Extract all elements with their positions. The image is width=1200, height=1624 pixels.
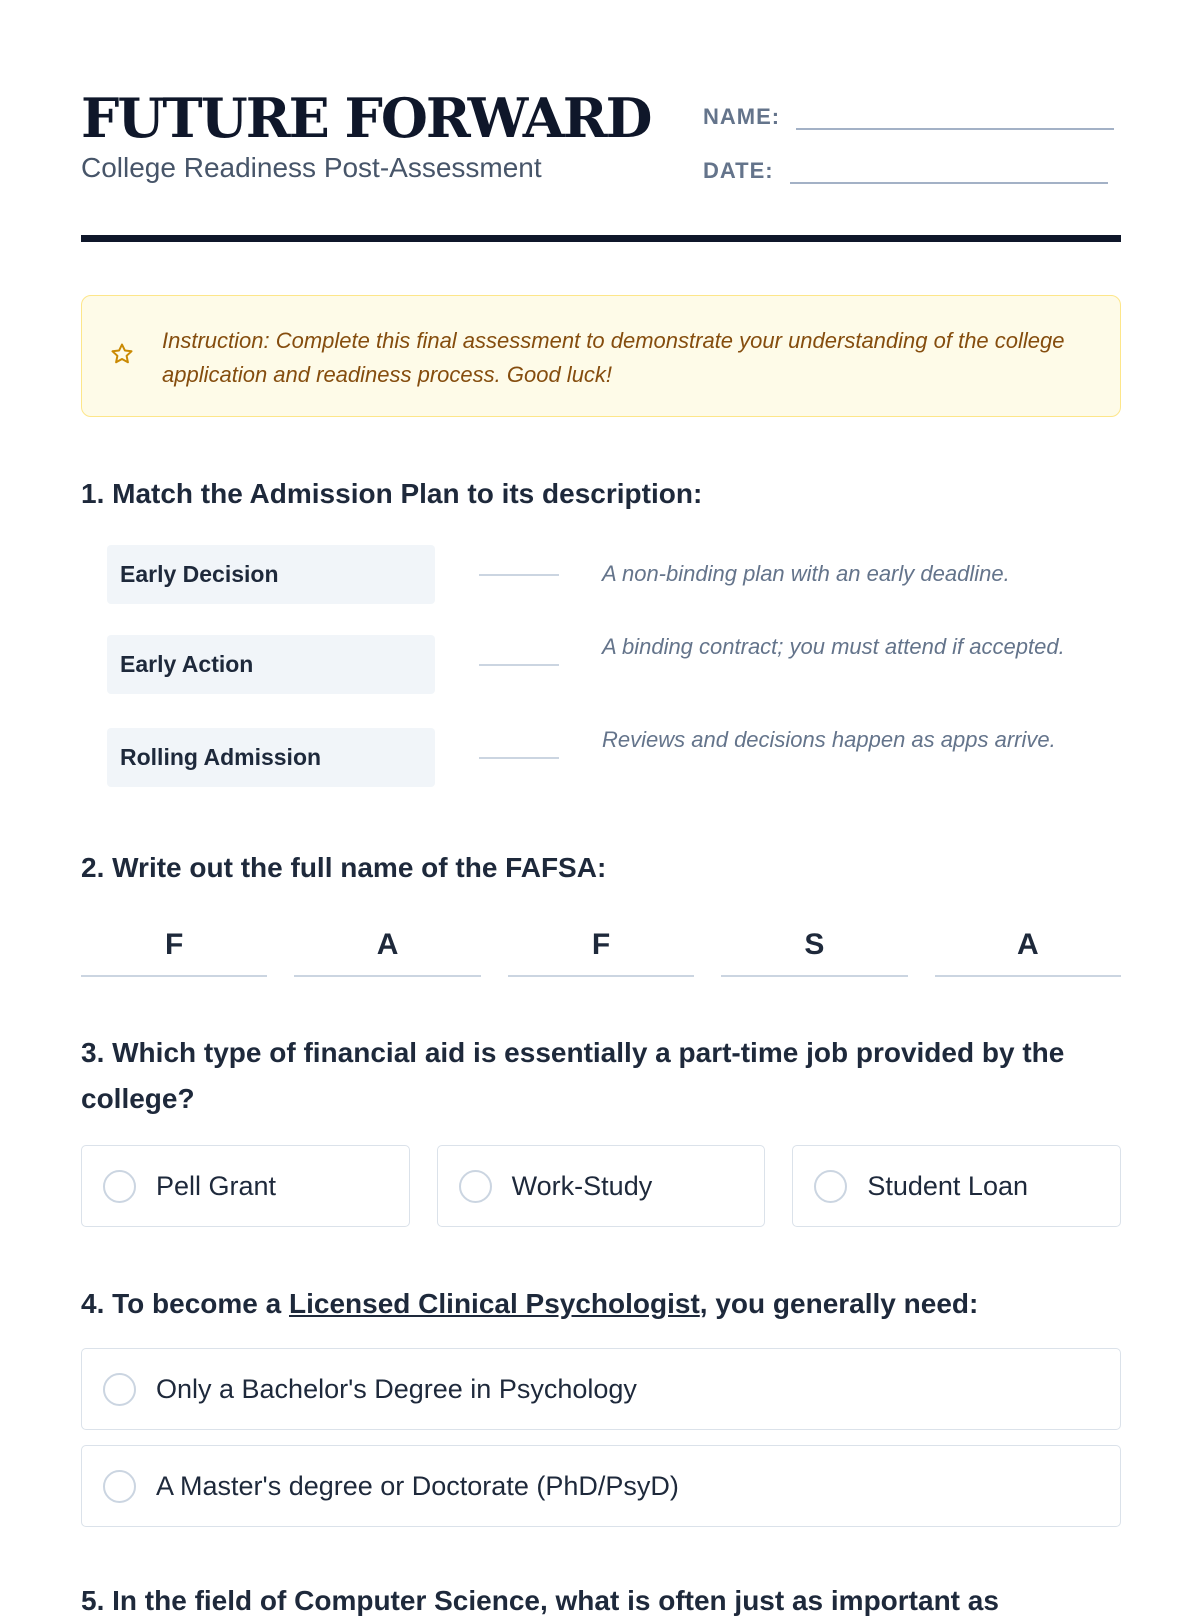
radio-button[interactable] — [103, 1170, 136, 1203]
match-term: Early Decision — [107, 545, 435, 604]
name-line[interactable] — [796, 128, 1114, 130]
instruction-text: Instruction: Complete this final assessment to demonstrate your understanding of the college application and readiness process. Good luck! — [162, 328, 1065, 387]
date-field[interactable] — [703, 158, 1108, 184]
header — [81, 86, 1121, 242]
fafsa-letter-blank[interactable]: S — [721, 920, 907, 977]
radio-button[interactable] — [814, 1170, 847, 1203]
match-blank[interactable] — [479, 757, 559, 759]
option-student-loan[interactable] — [792, 1145, 1121, 1227]
match-blank[interactable] — [479, 574, 559, 576]
question-1-prompt: 1. Match the Admission Plan to its description: — [81, 478, 703, 509]
fafsa-letter-blank[interactable]: A — [294, 920, 480, 977]
option-work-study[interactable] — [437, 1145, 766, 1227]
fafsa-blanks — [81, 920, 1121, 977]
fafsa-letter-blank[interactable]: F — [508, 920, 694, 977]
radio-button[interactable] — [103, 1470, 136, 1503]
match-blank[interactable] — [479, 664, 559, 666]
match-term: Rolling Admission — [107, 728, 435, 787]
star-icon — [110, 342, 134, 366]
radio-button[interactable] — [103, 1373, 136, 1406]
page-title: FUTURE FORWARD — [81, 86, 651, 150]
prompt-text: 4. To become a — [81, 1288, 289, 1319]
option-bachelors[interactable] — [81, 1348, 1121, 1430]
name-label: NAME: — [703, 104, 781, 129]
option-masters-doctorate[interactable] — [81, 1445, 1121, 1527]
match-description: Reviews and decisions happen as apps arrive. — [602, 727, 1056, 752]
option-label: Only a Bachelor's Degree in Psychology — [156, 1373, 637, 1404]
match-description: A non-binding plan with an early deadline. — [602, 561, 1010, 586]
question-5-prompt: 5. In the field of Computer Science, what is often just as important as — [81, 1585, 999, 1616]
page-subtitle: College Readiness Post-Assessment — [81, 152, 542, 183]
question-3-options — [81, 1145, 1121, 1227]
question-4-prompt — [81, 1281, 1131, 1327]
option-label: Work-Study — [511, 1170, 653, 1201]
option-pell-grant[interactable] — [81, 1145, 410, 1227]
radio-button[interactable] — [459, 1170, 492, 1203]
question-3-prompt: 3. Which type of financial aid is essentially a part-time job provided by the college? — [81, 1037, 1065, 1114]
match-description: A binding contract; you must attend if accepted. — [602, 634, 1065, 659]
fafsa-letter-blank[interactable]: F — [81, 920, 267, 977]
date-line[interactable] — [790, 182, 1108, 184]
prompt-text: , you generally need: — [699, 1288, 979, 1319]
date-label: DATE: — [703, 158, 774, 183]
option-label: A Master's degree or Doctorate (PhD/PsyD) — [156, 1470, 679, 1501]
option-label: Student Loan — [867, 1170, 1028, 1201]
fafsa-letter-blank[interactable]: A — [935, 920, 1121, 977]
career-emphasis: Licensed Clinical Psychologist — [289, 1288, 700, 1319]
instruction-callout — [81, 295, 1121, 417]
option-label: Pell Grant — [156, 1170, 277, 1201]
question-2-prompt: 2. Write out the full name of the FAFSA: — [81, 852, 607, 883]
match-term: Early Action — [107, 635, 435, 694]
name-field[interactable] — [703, 104, 1114, 130]
